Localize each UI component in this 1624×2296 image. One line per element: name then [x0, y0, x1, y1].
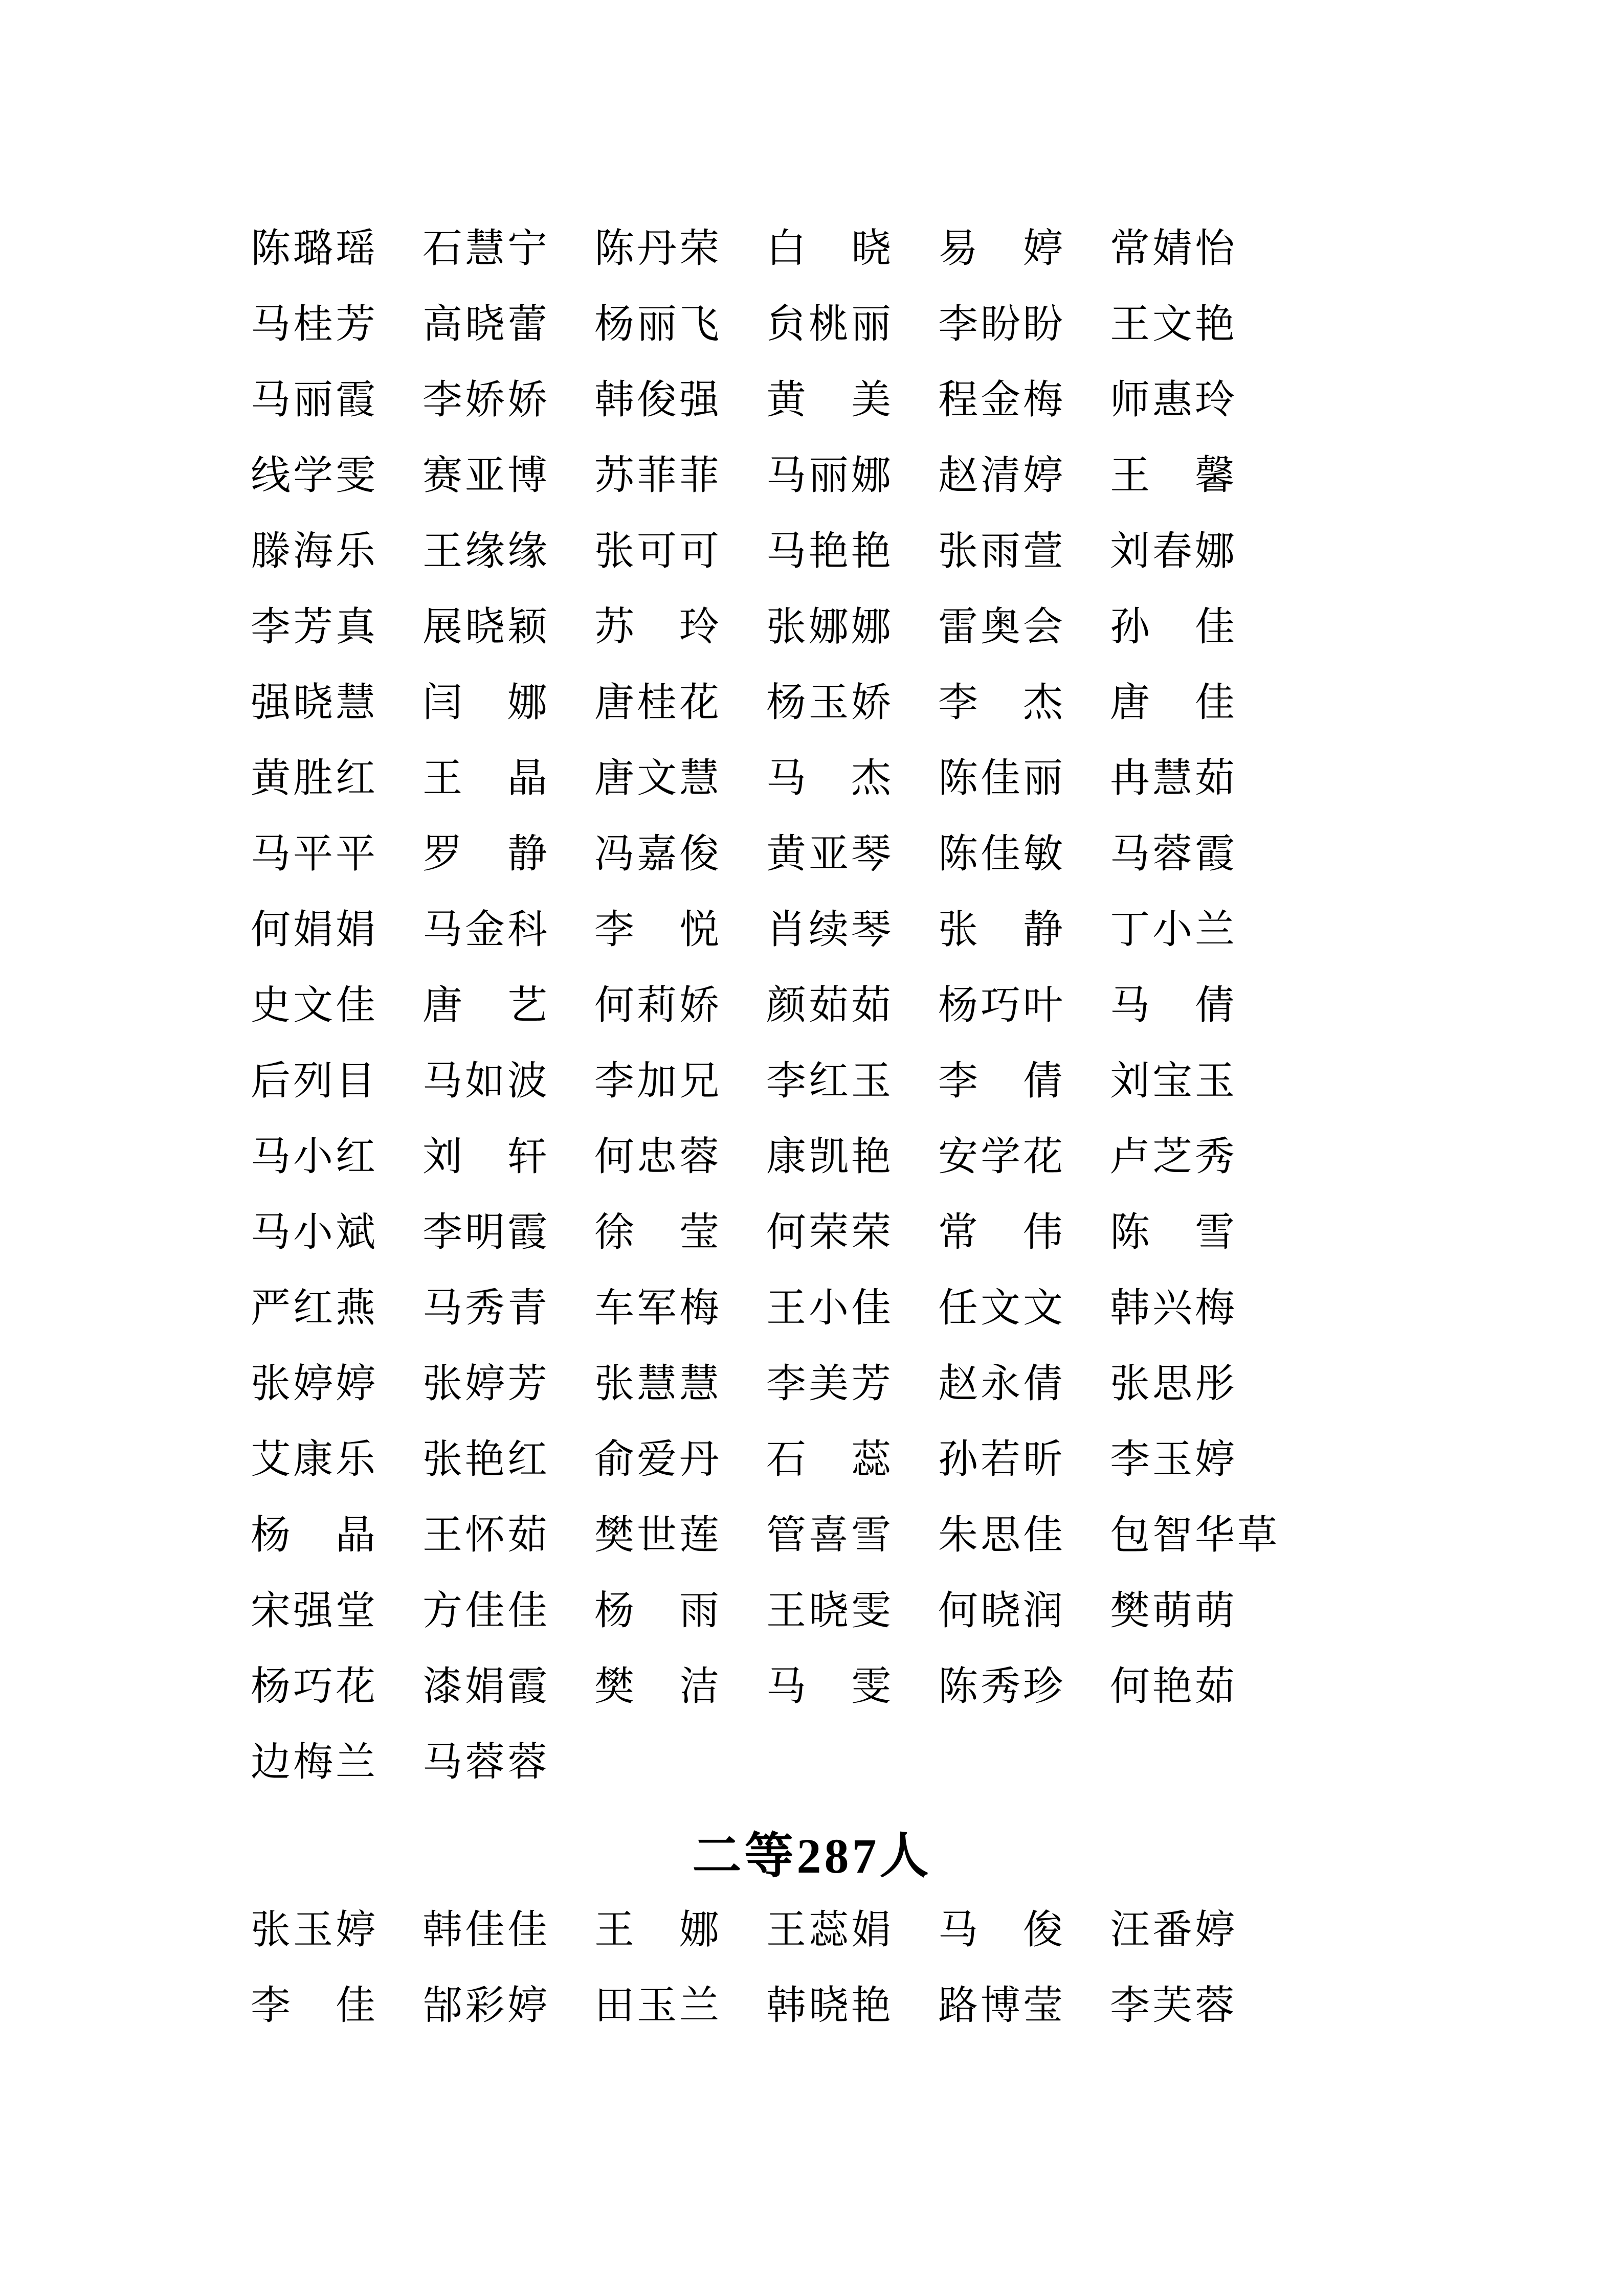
person-name: 李娇娇: [422, 377, 550, 422]
person-name: 陈佳丽: [938, 756, 1066, 800]
name-row: [251, 211, 1282, 286]
person-name: 杨丽飞: [594, 302, 722, 346]
name-row: [251, 816, 1282, 892]
person-name: 樊萌萌: [1110, 1588, 1238, 1633]
person-name: 李 悦: [594, 907, 722, 952]
person-name: 方佳佳: [422, 1588, 550, 1633]
person-name: 闫 娜: [422, 680, 550, 725]
person-name: 郜彩婷: [422, 1983, 550, 2028]
person-name: 马 俊: [938, 1907, 1066, 1952]
person-name: 王晓雯: [766, 1588, 894, 1633]
name-row: [251, 1346, 1282, 1422]
person-name: 张慧慧: [594, 1361, 722, 1406]
person-name: 艾康乐: [251, 1437, 379, 1481]
name-list-group1: [251, 211, 1282, 1800]
person-name: 漆娟霞: [422, 1664, 550, 1708]
person-name: 丁小兰: [1110, 907, 1238, 952]
person-name: 高晓蕾: [422, 302, 550, 346]
person-name: 马金科: [422, 907, 550, 952]
name-row: [251, 967, 1282, 1043]
person-name: 赵永倩: [938, 1361, 1066, 1406]
person-name: 韩兴梅: [1110, 1286, 1238, 1330]
person-name: 李 佳: [251, 1983, 379, 2028]
person-name: 边梅兰: [251, 1740, 379, 1784]
person-name: 张婷芳: [422, 1361, 550, 1406]
name-row: [251, 1497, 1282, 1573]
person-name: 常婧怡: [1110, 226, 1238, 271]
person-name: 马 雯: [766, 1664, 894, 1708]
person-name: 唐 艺: [422, 983, 550, 1027]
person-name: 贠桃丽: [766, 302, 894, 346]
person-name: 冯嘉俊: [594, 831, 722, 876]
person-name: 赵清婷: [938, 453, 1066, 498]
person-name: 卢芝秀: [1110, 1134, 1238, 1179]
name-row: [251, 589, 1282, 665]
person-name: 何莉娇: [594, 983, 722, 1027]
person-name: 冉慧茹: [1110, 756, 1238, 800]
person-name: 王小佳: [766, 1286, 894, 1330]
person-name: 田玉兰: [594, 1983, 722, 2028]
person-name: 陈佳敏: [938, 831, 1066, 876]
person-name: 颜茹茹: [766, 983, 894, 1027]
person-name: 何艳茹: [1110, 1664, 1238, 1708]
name-row: [251, 1119, 1282, 1195]
person-name: 李芙蓉: [1110, 1983, 1238, 2028]
person-name: 杨巧花: [251, 1664, 379, 1708]
person-name: 杨巧叶: [938, 983, 1066, 1027]
person-name: 陈秀珍: [938, 1664, 1066, 1708]
person-name: 王 娜: [594, 1907, 722, 1952]
person-name: 马丽娜: [766, 453, 894, 498]
person-name: 李明霞: [422, 1210, 550, 1254]
person-name: 马蓉霞: [1110, 831, 1238, 876]
name-list-group2: [251, 1892, 1282, 2043]
person-name: 唐文慧: [594, 756, 722, 800]
person-name: 韩俊强: [594, 377, 722, 422]
person-name: 李芳真: [251, 604, 379, 649]
person-name: 马艳艳: [766, 529, 894, 573]
person-name: 马小斌: [251, 1210, 379, 1254]
name-row: [251, 438, 1282, 513]
person-name: 马秀青: [422, 1286, 550, 1330]
person-name: 李玉婷: [1110, 1437, 1238, 1481]
person-name: 韩晓艳: [766, 1983, 894, 2028]
person-name: 王缘缘: [422, 529, 550, 573]
person-name: 肖续琴: [766, 907, 894, 952]
person-name: 路博莹: [938, 1983, 1066, 2028]
section-heading: 二等287人: [692, 1829, 932, 1883]
person-name: 程金梅: [938, 377, 1066, 422]
person-name: 王怀茹: [422, 1513, 550, 1557]
person-name: 何娟娟: [251, 907, 379, 952]
person-name: 唐桂花: [594, 680, 722, 725]
person-name: 宋强堂: [251, 1588, 379, 1633]
name-row: [251, 1649, 1282, 1724]
person-name: 孙 佳: [1110, 604, 1238, 649]
person-name: 李盼盼: [938, 302, 1066, 346]
person-name: 石慧宁: [422, 226, 550, 271]
person-name: 张可可: [594, 529, 722, 573]
name-row: [251, 1724, 1282, 1800]
person-name: 后列目: [251, 1059, 379, 1103]
person-name: 刘春娜: [1110, 529, 1238, 573]
person-name: 樊世莲: [594, 1513, 722, 1557]
person-name: 王 晶: [422, 756, 550, 800]
person-name: 陈丹荣: [594, 226, 722, 271]
person-name: 汪番婷: [1110, 1907, 1238, 1952]
name-row: [251, 1043, 1282, 1119]
person-name: 石 蕊: [766, 1437, 894, 1481]
person-name: 苏菲菲: [594, 453, 722, 498]
person-name: 陈 雪: [1110, 1210, 1238, 1254]
person-name: 杨 晶: [251, 1513, 379, 1557]
person-name: 杨玉娇: [766, 680, 894, 725]
name-row: [251, 1422, 1282, 1497]
person-name: 何晓润: [938, 1588, 1066, 1633]
person-name: 展晓颖: [422, 604, 550, 649]
person-name: 马平平: [251, 831, 379, 876]
person-name: 安学花: [938, 1134, 1066, 1179]
person-name: 李红玉: [766, 1059, 894, 1103]
person-name: 包智华草: [1110, 1513, 1280, 1557]
person-name: 张思彤: [1110, 1361, 1238, 1406]
name-row: [251, 665, 1282, 740]
person-name: 张娜娜: [766, 604, 894, 649]
person-name: 师惠玲: [1110, 377, 1238, 422]
person-name: 马 杰: [766, 756, 894, 800]
name-row: [251, 892, 1282, 967]
name-row: [251, 1573, 1282, 1649]
person-name: 易 婷: [938, 226, 1066, 271]
person-name: 张 静: [938, 907, 1066, 952]
person-name: 常 伟: [938, 1210, 1066, 1254]
person-name: 王蕊娟: [766, 1907, 894, 1952]
person-name: 苏 玲: [594, 604, 722, 649]
person-name: 马小红: [251, 1134, 379, 1179]
person-name: 韩佳佳: [422, 1907, 550, 1952]
person-name: 张雨萱: [938, 529, 1066, 573]
person-name: 严红燕: [251, 1286, 379, 1330]
person-name: 刘宝玉: [1110, 1059, 1238, 1103]
person-name: 马桂芳: [251, 302, 379, 346]
person-name: 王 馨: [1110, 453, 1238, 498]
person-name: 车军梅: [594, 1286, 722, 1330]
person-name: 马如波: [422, 1059, 550, 1103]
person-name: 管喜雪: [766, 1513, 894, 1557]
person-name: 何忠蓉: [594, 1134, 722, 1179]
person-name: 史文佳: [251, 983, 379, 1027]
person-name: 张玉婷: [251, 1907, 379, 1952]
person-name: 李 杰: [938, 680, 1066, 725]
person-name: 王文艳: [1110, 302, 1238, 346]
person-name: 黄亚琴: [766, 831, 894, 876]
person-name: 张婷婷: [251, 1361, 379, 1406]
person-name: 线学雯: [251, 453, 379, 498]
name-row: [251, 513, 1282, 589]
person-name: 马蓉蓉: [422, 1740, 550, 1784]
person-name: 白 晓: [766, 226, 894, 271]
person-name: 马 倩: [1110, 983, 1238, 1027]
person-name: 李 倩: [938, 1059, 1066, 1103]
person-name: 强晓慧: [251, 680, 379, 725]
person-name: 马丽霞: [251, 377, 379, 422]
name-row: [251, 740, 1282, 816]
person-name: 黄胜红: [251, 756, 379, 800]
person-name: 康凯艳: [766, 1134, 894, 1179]
person-name: 刘 轩: [422, 1134, 550, 1179]
name-row: [251, 1968, 1282, 2043]
name-row: [251, 1270, 1282, 1346]
person-name: 何荣荣: [766, 1210, 894, 1254]
person-name: 黄 美: [766, 377, 894, 422]
name-row: [251, 362, 1282, 438]
person-name: 孙若昕: [938, 1437, 1066, 1481]
person-name: 滕海乐: [251, 529, 379, 573]
person-name: 唐 佳: [1110, 680, 1238, 725]
person-name: 徐 莹: [594, 1210, 722, 1254]
person-name: 俞爱丹: [594, 1437, 722, 1481]
person-name: 朱思佳: [938, 1513, 1066, 1557]
person-name: 张艳红: [422, 1437, 550, 1481]
person-name: 赛亚博: [422, 453, 550, 498]
person-name: 雷奥会: [938, 604, 1066, 649]
name-row: [251, 1892, 1282, 1968]
name-row: [251, 286, 1282, 362]
person-name: 李美芳: [766, 1361, 894, 1406]
person-name: 陈璐瑶: [251, 226, 379, 271]
name-row: [251, 1195, 1282, 1270]
person-name: 杨 雨: [594, 1588, 722, 1633]
person-name: 罗 静: [422, 831, 550, 876]
person-name: 李加兄: [594, 1059, 722, 1103]
person-name: 樊 洁: [594, 1664, 722, 1708]
person-name: 任文文: [938, 1286, 1066, 1330]
